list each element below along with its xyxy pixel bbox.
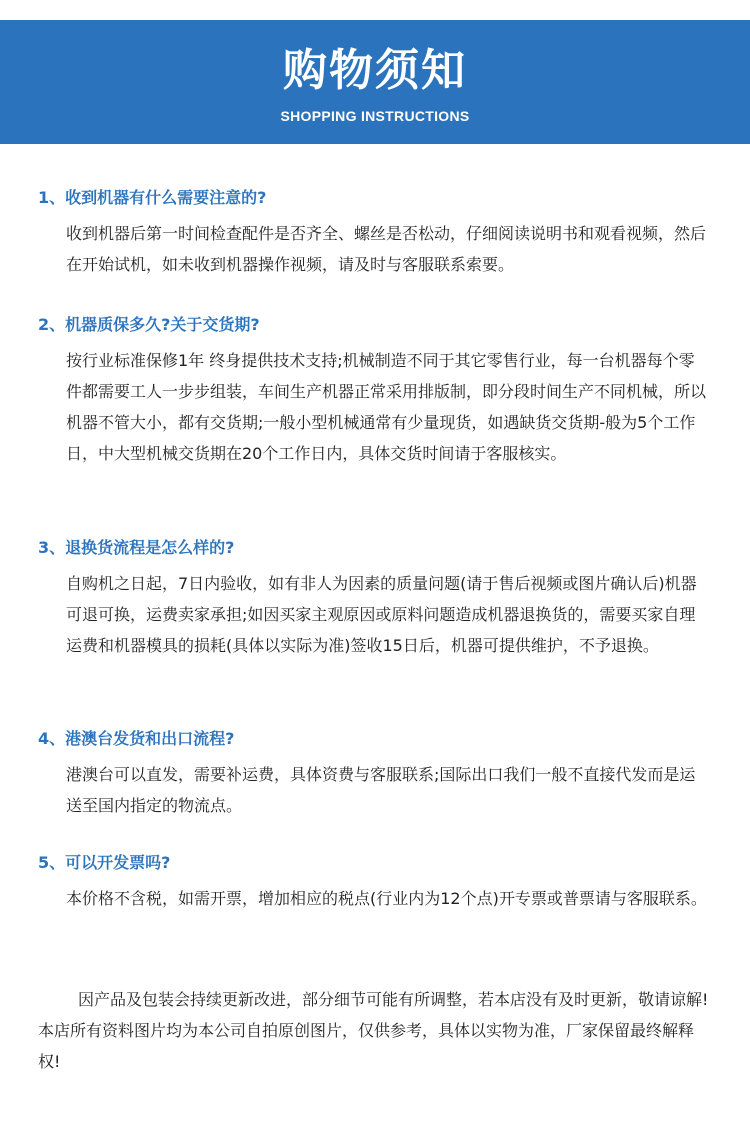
section-shipping [38, 727, 718, 821]
section-answer: 自购机之日起，7日内验收，如有非人为因素的质量问题(请于售后视频或图片确认后)机器可退可换，运费卖家承担;如因买家主观原因或原料问题造成机器退换货的，需要买家自理运费和机器模具的损耗(具体以实际为准)签收15日后，机器可提供维护，不予退换。 [66, 574, 697, 655]
section-returns [38, 536, 718, 661]
section-answer: 港澳台可以直发，需要补运费，具体资费与客服联系;国际出口我们一般不直接代发而是运送至国内指定的物流点。 [66, 765, 696, 815]
section-question: 1、收到机器有什么需要注意的? [38, 188, 267, 207]
section-question: 3、退换货流程是怎么样的? [38, 538, 235, 557]
section-answer: 收到机器后第一时间检查配件是否齐全、螺丝是否松动，仔细阅读说明书和观看视频，然后在开始试机，如未收到机器操作视频，请及时与客服联系索要。 [66, 224, 707, 274]
page-title: 购物须知 [283, 45, 467, 96]
header-banner [0, 20, 750, 144]
section-question: 4、港澳台发货和出口流程? [38, 729, 235, 748]
disclaimer-note: 因产品及包装会持续更新改进，部分细节可能有所调整，若本店没有及时更新，敬请谅解!本店所有资料图片均为本公司自拍原创图片，仅供参考，具体以实物为准，厂家保留最终解释权! [38, 990, 709, 1071]
section-invoice [38, 851, 718, 914]
section-answer: 本价格不含税，如需开票，增加相应的税点(行业内为12个点)开专票或普票请与客服联系。 [66, 889, 707, 908]
section-answer: 按行业标准保修1年 终身提供技术支持;机械制造不同于其它零售行业，每一台机器每个零件都需要工人一步步组装，车间生产机器正常采用排版制，即分段时间生产不同机械，所以机器不管大小，都有交货期;一般小型机械通常有少量现货，如遇缺货交货期-般为5个工作日，中大型机械交货期在20个工作日内，具体交货时间请于客服核实。 [66, 351, 707, 463]
page-subtitle: SHOPPING INSTRUCTIONS [280, 108, 470, 124]
section-warranty [38, 313, 718, 469]
top-strip [0, 0, 750, 20]
section-receiving [38, 186, 718, 280]
section-question: 2、机器质保多久?关于交货期? [38, 315, 260, 334]
section-question: 5、可以开发票吗? [38, 853, 171, 872]
